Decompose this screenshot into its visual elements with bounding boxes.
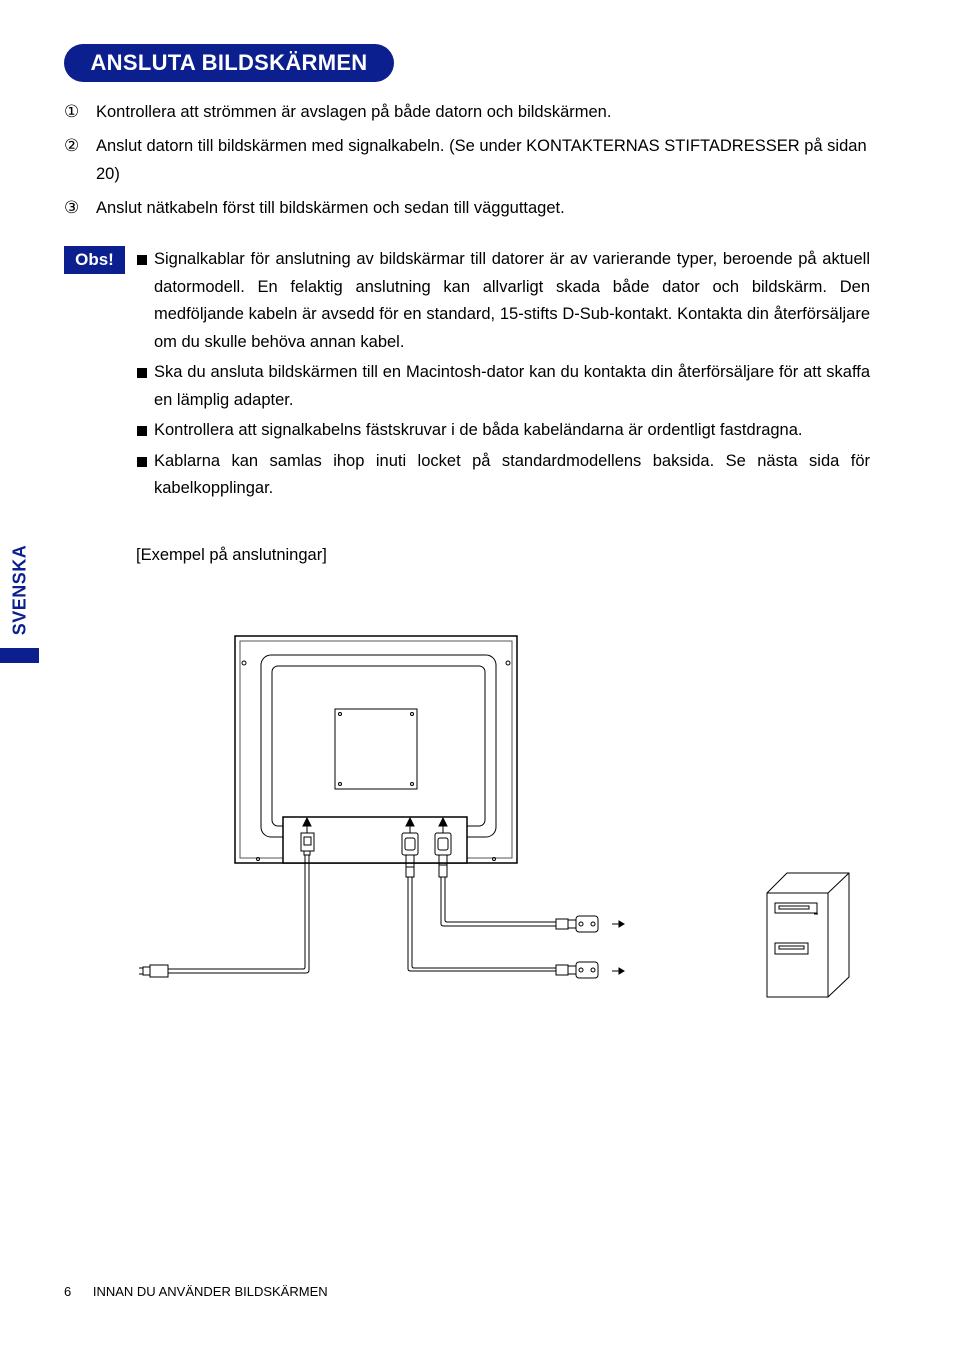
- monitor-back: [235, 636, 517, 863]
- note-text: Kablarna kan samlas ihop inuti locket på standardmodellens baksida. Se nästa sida för kabelkopplingar.: [154, 451, 870, 497]
- note-text: Ska du ansluta bildskärmen till en Macintosh-dator kan du kontakta din återförsäljare för att skaffa en lämplig adapter.: [154, 363, 870, 409]
- obs-badge: Obs!: [64, 246, 125, 274]
- step-text: Kontrollera att strömmen är avslagen på både datorn och bildskärmen.: [96, 103, 612, 121]
- note-text: Signalkablar för anslutning av bildskärmar till datorer är av varierande typer, beroende på aktuell datormodell. En felaktig anslutning kan allvarligt skada både dator och bildskärm. Den medföljande kabeln är avsedd för en standard, 15-stifts D-Sub-kontakt. Kontakta din återförsäljare om du skulle behöva annan kabel.: [154, 250, 870, 351]
- page-number: 6: [64, 1284, 72, 1299]
- language-label: SVENSKA: [9, 544, 30, 636]
- step-number: ①: [64, 102, 80, 121]
- step-number: ②: [64, 136, 80, 155]
- step-text: Anslut datorn till bildskärmen med signalkabeln. (Se under KONTAKTERNAS STIFTADRESSER på sidan 20): [96, 137, 867, 183]
- power-cable: [139, 855, 309, 977]
- example-caption: [Exempel på anslutningar]: [136, 546, 327, 564]
- arrow-right-icon: [612, 921, 624, 974]
- step-text: Anslut nätkabeln först till bildskärmen och sedan till vägguttaget.: [96, 199, 565, 217]
- note-text: Kontrollera att signalkabelns fästskruvar i de båda kabeländarna är ordentligt fastdragna.: [154, 421, 803, 439]
- computer-tower-icon: [767, 873, 849, 997]
- page-footer: [64, 1284, 328, 1299]
- section-title: ANSLUTA BILDSKÄRMEN: [64, 44, 394, 82]
- signal-cable: [439, 865, 598, 932]
- step-number: ③: [64, 198, 80, 217]
- footer-section: INNAN DU ANVÄNDER BILDSKÄRMEN: [92, 1284, 328, 1299]
